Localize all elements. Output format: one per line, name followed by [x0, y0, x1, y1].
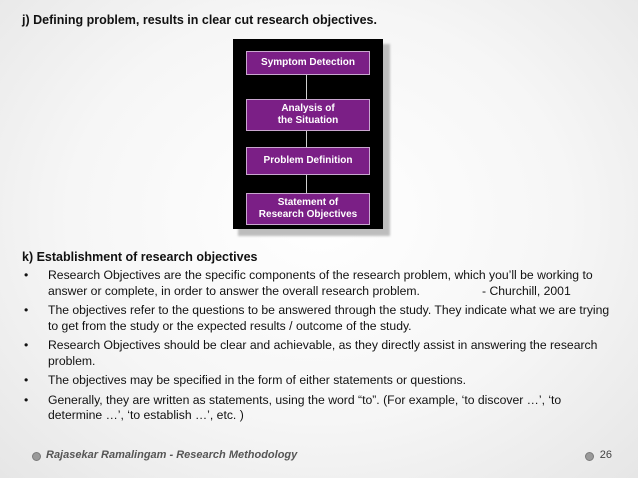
- flow-step-symptom-detection: Symptom Detection: [246, 51, 370, 75]
- flow-connector: [306, 175, 307, 193]
- bullet-text: Generally, they are written as statements, using the word “to”. (For example, ‘to discover …’, ‘to determine …’, ‘to establish …’, etc. ): [48, 392, 562, 422]
- bullet-text: Research Objectives should be clear and achievable, as they directly assist in answering the research problem.: [48, 338, 598, 368]
- section-heading-j: j) Defining problem, results in clear cut research objectives.: [22, 13, 377, 27]
- flow-connector: [306, 75, 307, 99]
- citation: - Churchill, 2001: [482, 283, 571, 298]
- flow-step-problem-definition: Problem Definition: [246, 147, 370, 175]
- list-item: [24, 303, 614, 334]
- section-heading-k: k) Establishment of research objectives: [22, 250, 258, 264]
- bullet-text: The objectives refer to the questions to be answered through the study. They indicate what we are trying to get from the study or the expected results / outcome of the study.: [48, 303, 610, 333]
- flow-step-research-objectives: Statement of Research Objectives: [246, 193, 370, 225]
- list-item: [24, 268, 614, 299]
- footer-dot-icon: [32, 452, 41, 461]
- bullet-dot: •: [24, 268, 29, 282]
- list-item: [24, 393, 614, 424]
- flow-connector: [306, 131, 307, 147]
- flow-step-analysis: Analysis of the Situation: [246, 99, 370, 131]
- bullet-list: [24, 268, 614, 428]
- bullet-dot: •: [24, 392, 29, 407]
- bullet-text: Research Objectives are the specific components of the research problem, which you’ll be working to answer or complete, in order to answer the overall research problem.: [48, 268, 593, 298]
- bullet-text: The objectives may be specified in the form of either statements or questions.: [48, 373, 466, 387]
- page-number: 26: [599, 449, 612, 461]
- list-item: [24, 373, 614, 389]
- bullet-dot: •: [24, 303, 29, 317]
- footer-dot-icon: [585, 452, 594, 461]
- bullet-dot: •: [24, 338, 29, 352]
- footer-author: Rajasekar Ramalingam - Research Methodology: [46, 449, 298, 461]
- list-item: [24, 338, 614, 369]
- bullet-dot: •: [24, 373, 29, 387]
- slide-footer: [32, 449, 612, 465]
- flowchart: [233, 39, 383, 229]
